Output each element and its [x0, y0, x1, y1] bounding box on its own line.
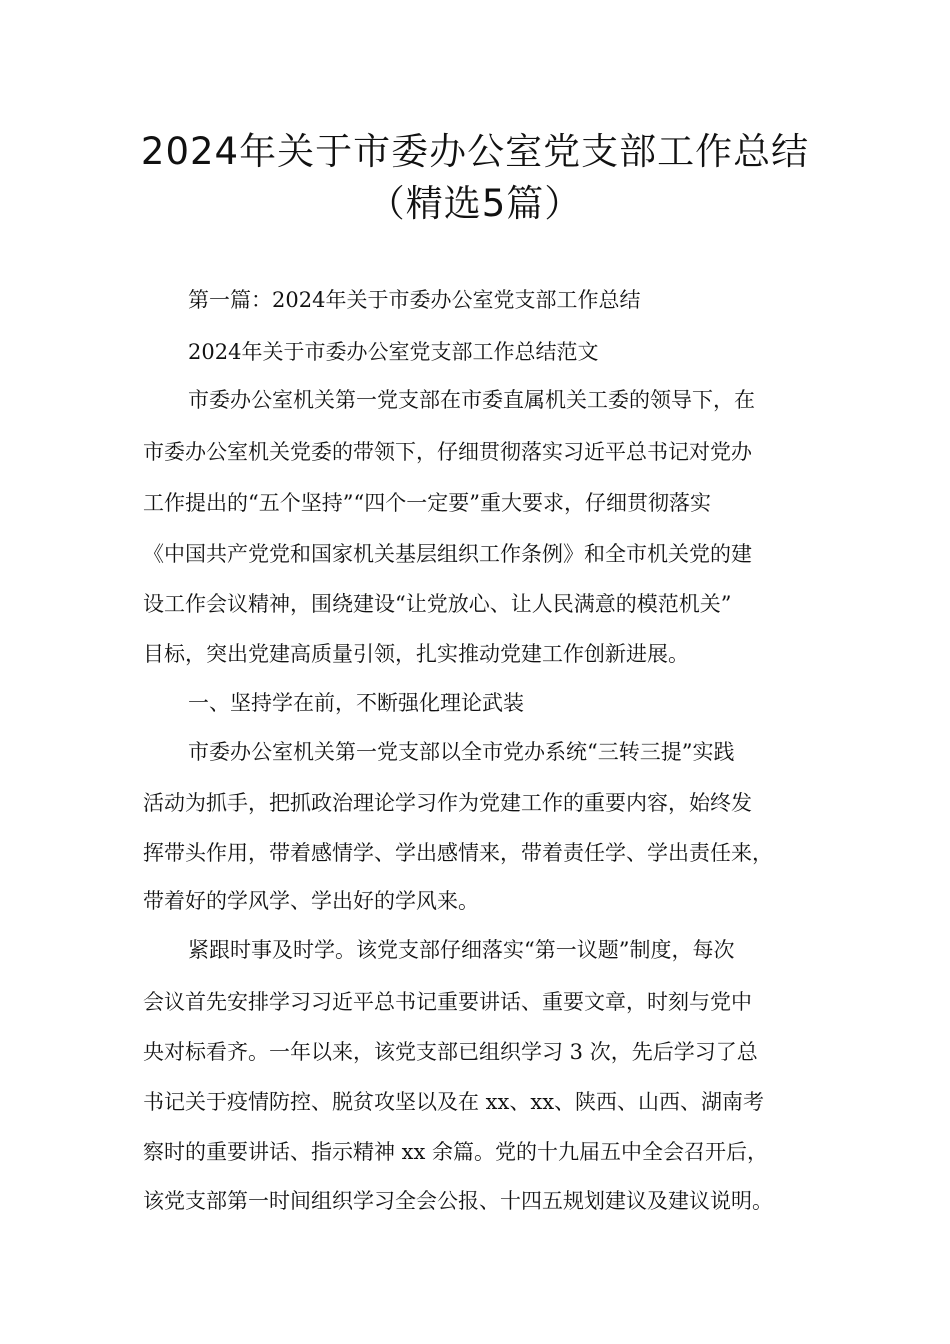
section-heading-part-one: 第一篇：2024年关于市委办公室党支部工作总结 [188, 288, 641, 312]
paragraph-line: 市委办公室机关第一党支部在市委直属机关工委的领导下，在 [188, 388, 755, 412]
paragraph-line: 会议首先安排学习习近平总书记重要讲话、重要文章，时刻与党中 [143, 990, 752, 1014]
paragraph-line: 书记关于疫情防控、脱贫攻坚以及在 xx、xx、陕西、山西、湖南考 [143, 1090, 765, 1114]
paragraph-line: 目标，突出党建高质量引领，扎实推动党建工作创新进展。 [143, 642, 689, 666]
paragraph-line: 市委办公室机关第一党支部以全市党办系统“三转三提”实践 [188, 740, 735, 764]
paragraph-line: 带着好的学风学、学出好的学风来。 [143, 889, 479, 913]
paragraph-line: 紧跟时事及时学。该党支部仔细落实“第一议题”制度，每次 [188, 938, 735, 962]
paragraph-line: 《中国共产党党和国家机关基层组织工作条例》和全市机关党的建 [143, 542, 752, 566]
paragraph-line: 察时的重要讲话、指示精神 xx 余篇。党的十九届五中全会召开后， [143, 1140, 769, 1164]
subtitle-line: 2024年关于市委办公室党支部工作总结范文 [188, 340, 599, 364]
document-title-line-1: 2024年关于市委办公室党支部工作总结 [140, 130, 810, 173]
paragraph-line: 设工作会议精神，围绕建设“让党放心、让人民满意的模范机关” [143, 592, 732, 616]
paragraph-line: 挥带头作用，带着感情学、学出感情来，带着责任学、学出责任来， [143, 841, 773, 865]
paragraph-line: 活动为抓手，把抓政治理论学习作为党建工作的重要内容，始终发 [143, 791, 752, 815]
section-heading-one: 一、坚持学在前，不断强化理论武装 [188, 691, 524, 715]
paragraph-line: 工作提出的“五个坚持”“四个一定要”重大要求，仔细贯彻落实 [143, 491, 711, 515]
document-title-line-2: （精选5篇） [367, 182, 583, 225]
paragraph-line: 央对标看齐。一年以来，该党支部已组织学习 3 次，先后学习了总 [143, 1040, 758, 1064]
paragraph-line: 该党支部第一时间组织学习全会公报、十四五规划建议及建议说明。 [143, 1189, 773, 1213]
paragraph-line: 市委办公室机关党委的带领下，仔细贯彻落实习近平总书记对党办 [143, 440, 752, 464]
